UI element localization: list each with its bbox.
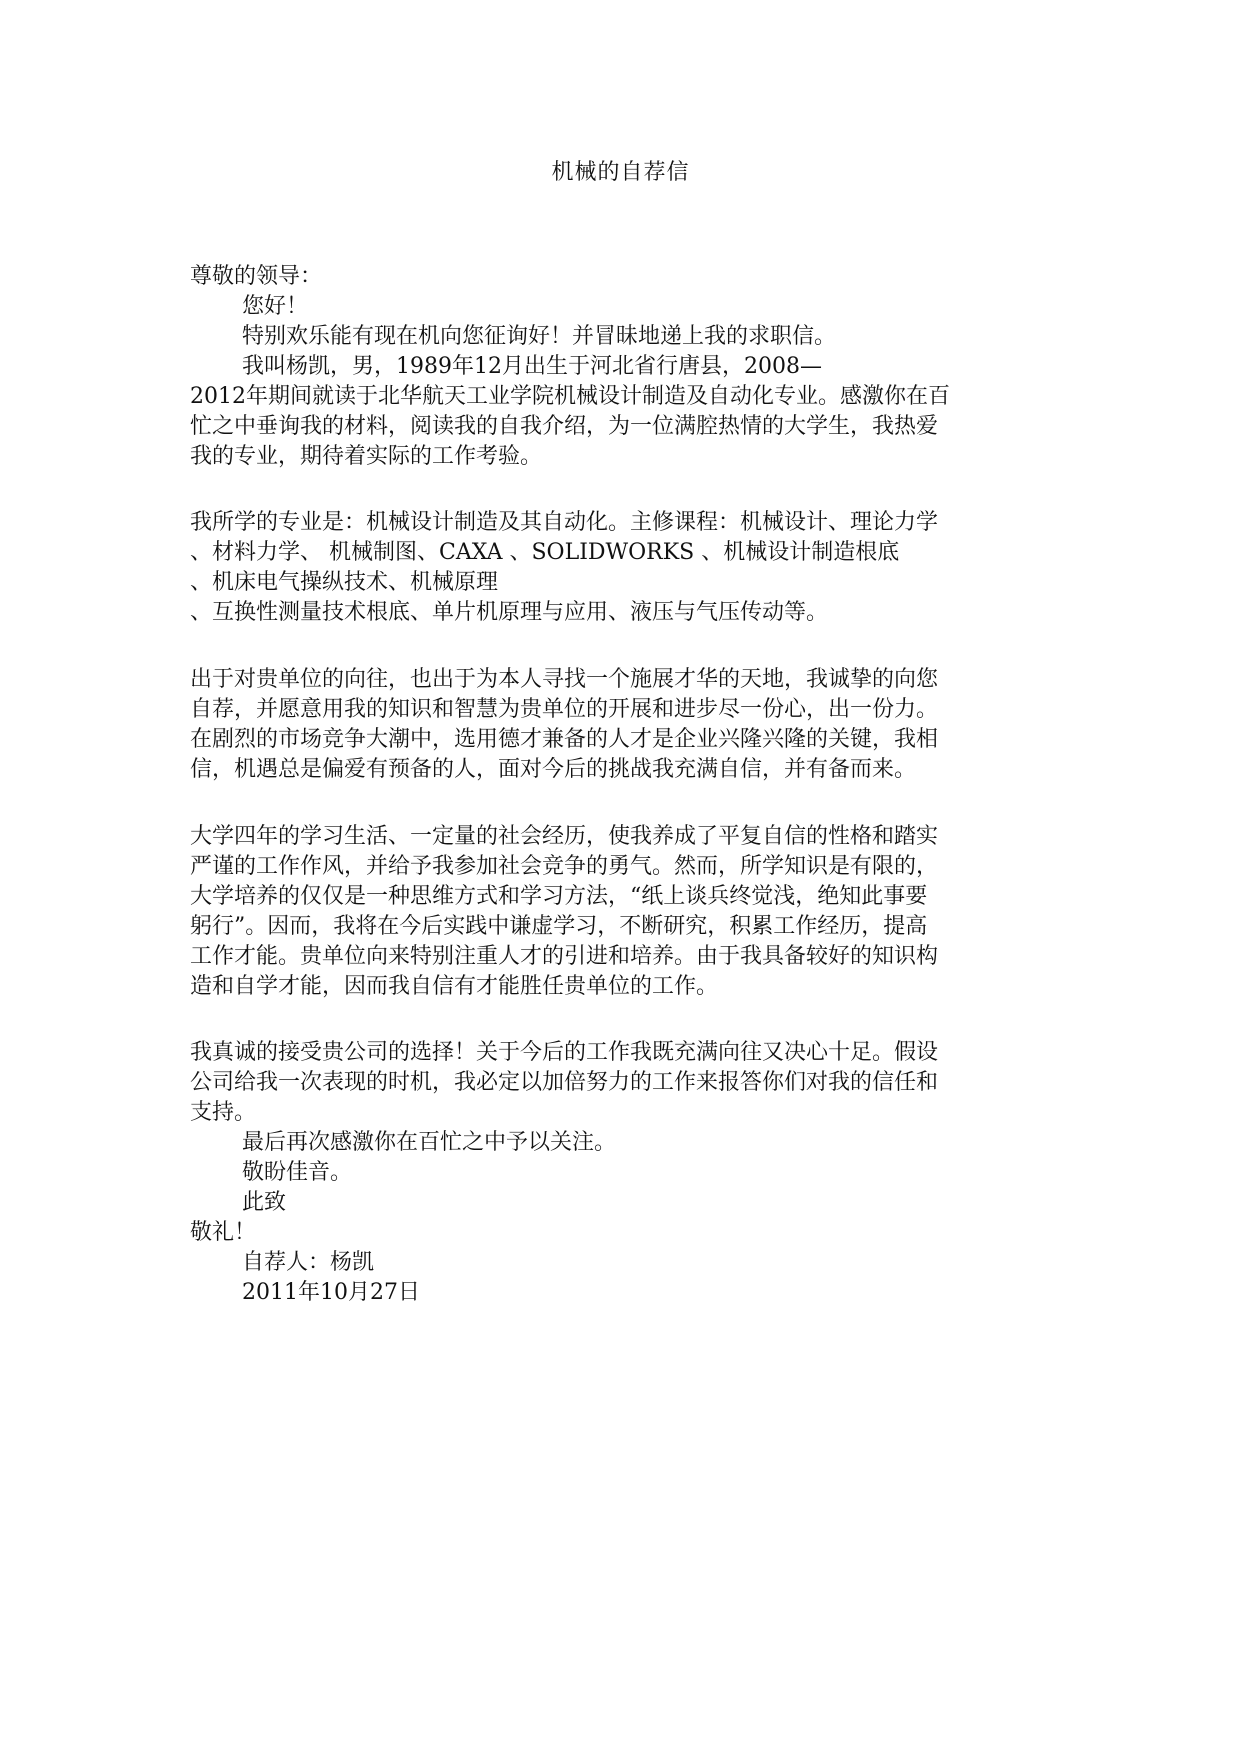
body-line: 我真诚的接受贵公司的选择！关于今后的工作我既充满向往又决心十足。假设 (190, 1040, 939, 1065)
document-title: 机械的自荐信 (551, 160, 690, 185)
body-line: 出于对贵单位的向往，也出于为本人寻找一个施展才华的天地，我诚挚的向您 (190, 667, 939, 692)
opening-line: 特别欢乐能有现在机向您征询好！并冒昧地递上我的求职信。 (242, 324, 837, 349)
body-line: 2012年期间就读于北华航天工业学院机械设计制造及自动化专业。感激你在百 (190, 384, 950, 409)
body-line: 忙之中垂询我的材料，阅读我的自我介绍，为一位满腔热情的大学生，我热爱 (190, 414, 939, 439)
body-line: 严谨的工作作风，并给予我参加社会竞争的勇气。然而，所学知识是有限的， (190, 854, 939, 879)
body-line: 大学四年的学习生活、一定量的社会经历，使我养成了平复自信的性格和踏实 (190, 824, 939, 849)
body-line: 躬行”。因而，我将在今后实践中谦虚学习，不断研究，积累工作经历，提高 (190, 914, 928, 939)
body-line: 我所学的专业是：机械设计制造及其自动化。主修课程：机械设计、理论力学 (190, 510, 939, 535)
body-line: 、互换性测量技术根底、单片机原理与应用、液压与气压传动等。 (190, 600, 829, 625)
body-line: 我叫杨凯，男，1989年12月出生于河北省行唐县，2008— (242, 354, 822, 379)
closing-salute: 敬礼！ (190, 1220, 257, 1245)
body-line: 我的专业，期待着实际的工作考验。 (190, 444, 543, 469)
body-line: 、材料力学、 机械制图、CAXA 、SOLIDWORKS 、机械设计制造根底 (190, 540, 900, 565)
body-line: 、机床电气操纵技术、机械原理 (190, 570, 499, 595)
greeting: 您好！ (242, 294, 309, 319)
body-line: 大学培养的仅仅是一种思维方式和学习方法，“纸上谈兵终觉浅，绝知此事要 (190, 884, 928, 909)
body-line: 公司给我一次表现的时机，我必定以加倍努力的工作来报答你们对我的信任和 (190, 1070, 939, 1095)
closing-line: 最后再次感激你在百忙之中予以关注。 (242, 1130, 617, 1155)
body-line: 在剧烈的市场竞争大潮中，选用德才兼备的人才是企业兴隆兴隆的关键，我相 (190, 727, 939, 752)
signature: 自荐人：杨凯 (242, 1250, 375, 1275)
body-line: 工作才能。贵单位向来特别注重人才的引进和培养。由于我具备较好的知识构 (190, 944, 939, 969)
date: 2011年10月27日 (242, 1280, 420, 1305)
closing-line: 此致 (242, 1190, 287, 1215)
body-line: 支持。 (190, 1100, 257, 1125)
salutation: 尊敬的领导： (190, 264, 323, 289)
body-line: 造和自学才能，因而我自信有才能胜任贵单位的工作。 (190, 974, 719, 999)
closing-line: 敬盼佳音。 (242, 1160, 353, 1185)
body-line: 信，机遇总是偏爱有预备的人，面对今后的挑战我充满自信，并有备而来。 (190, 757, 917, 782)
body-line: 自荐，并愿意用我的知识和智慧为贵单位的开展和进步尽一份心，出一份力。 (190, 697, 939, 722)
